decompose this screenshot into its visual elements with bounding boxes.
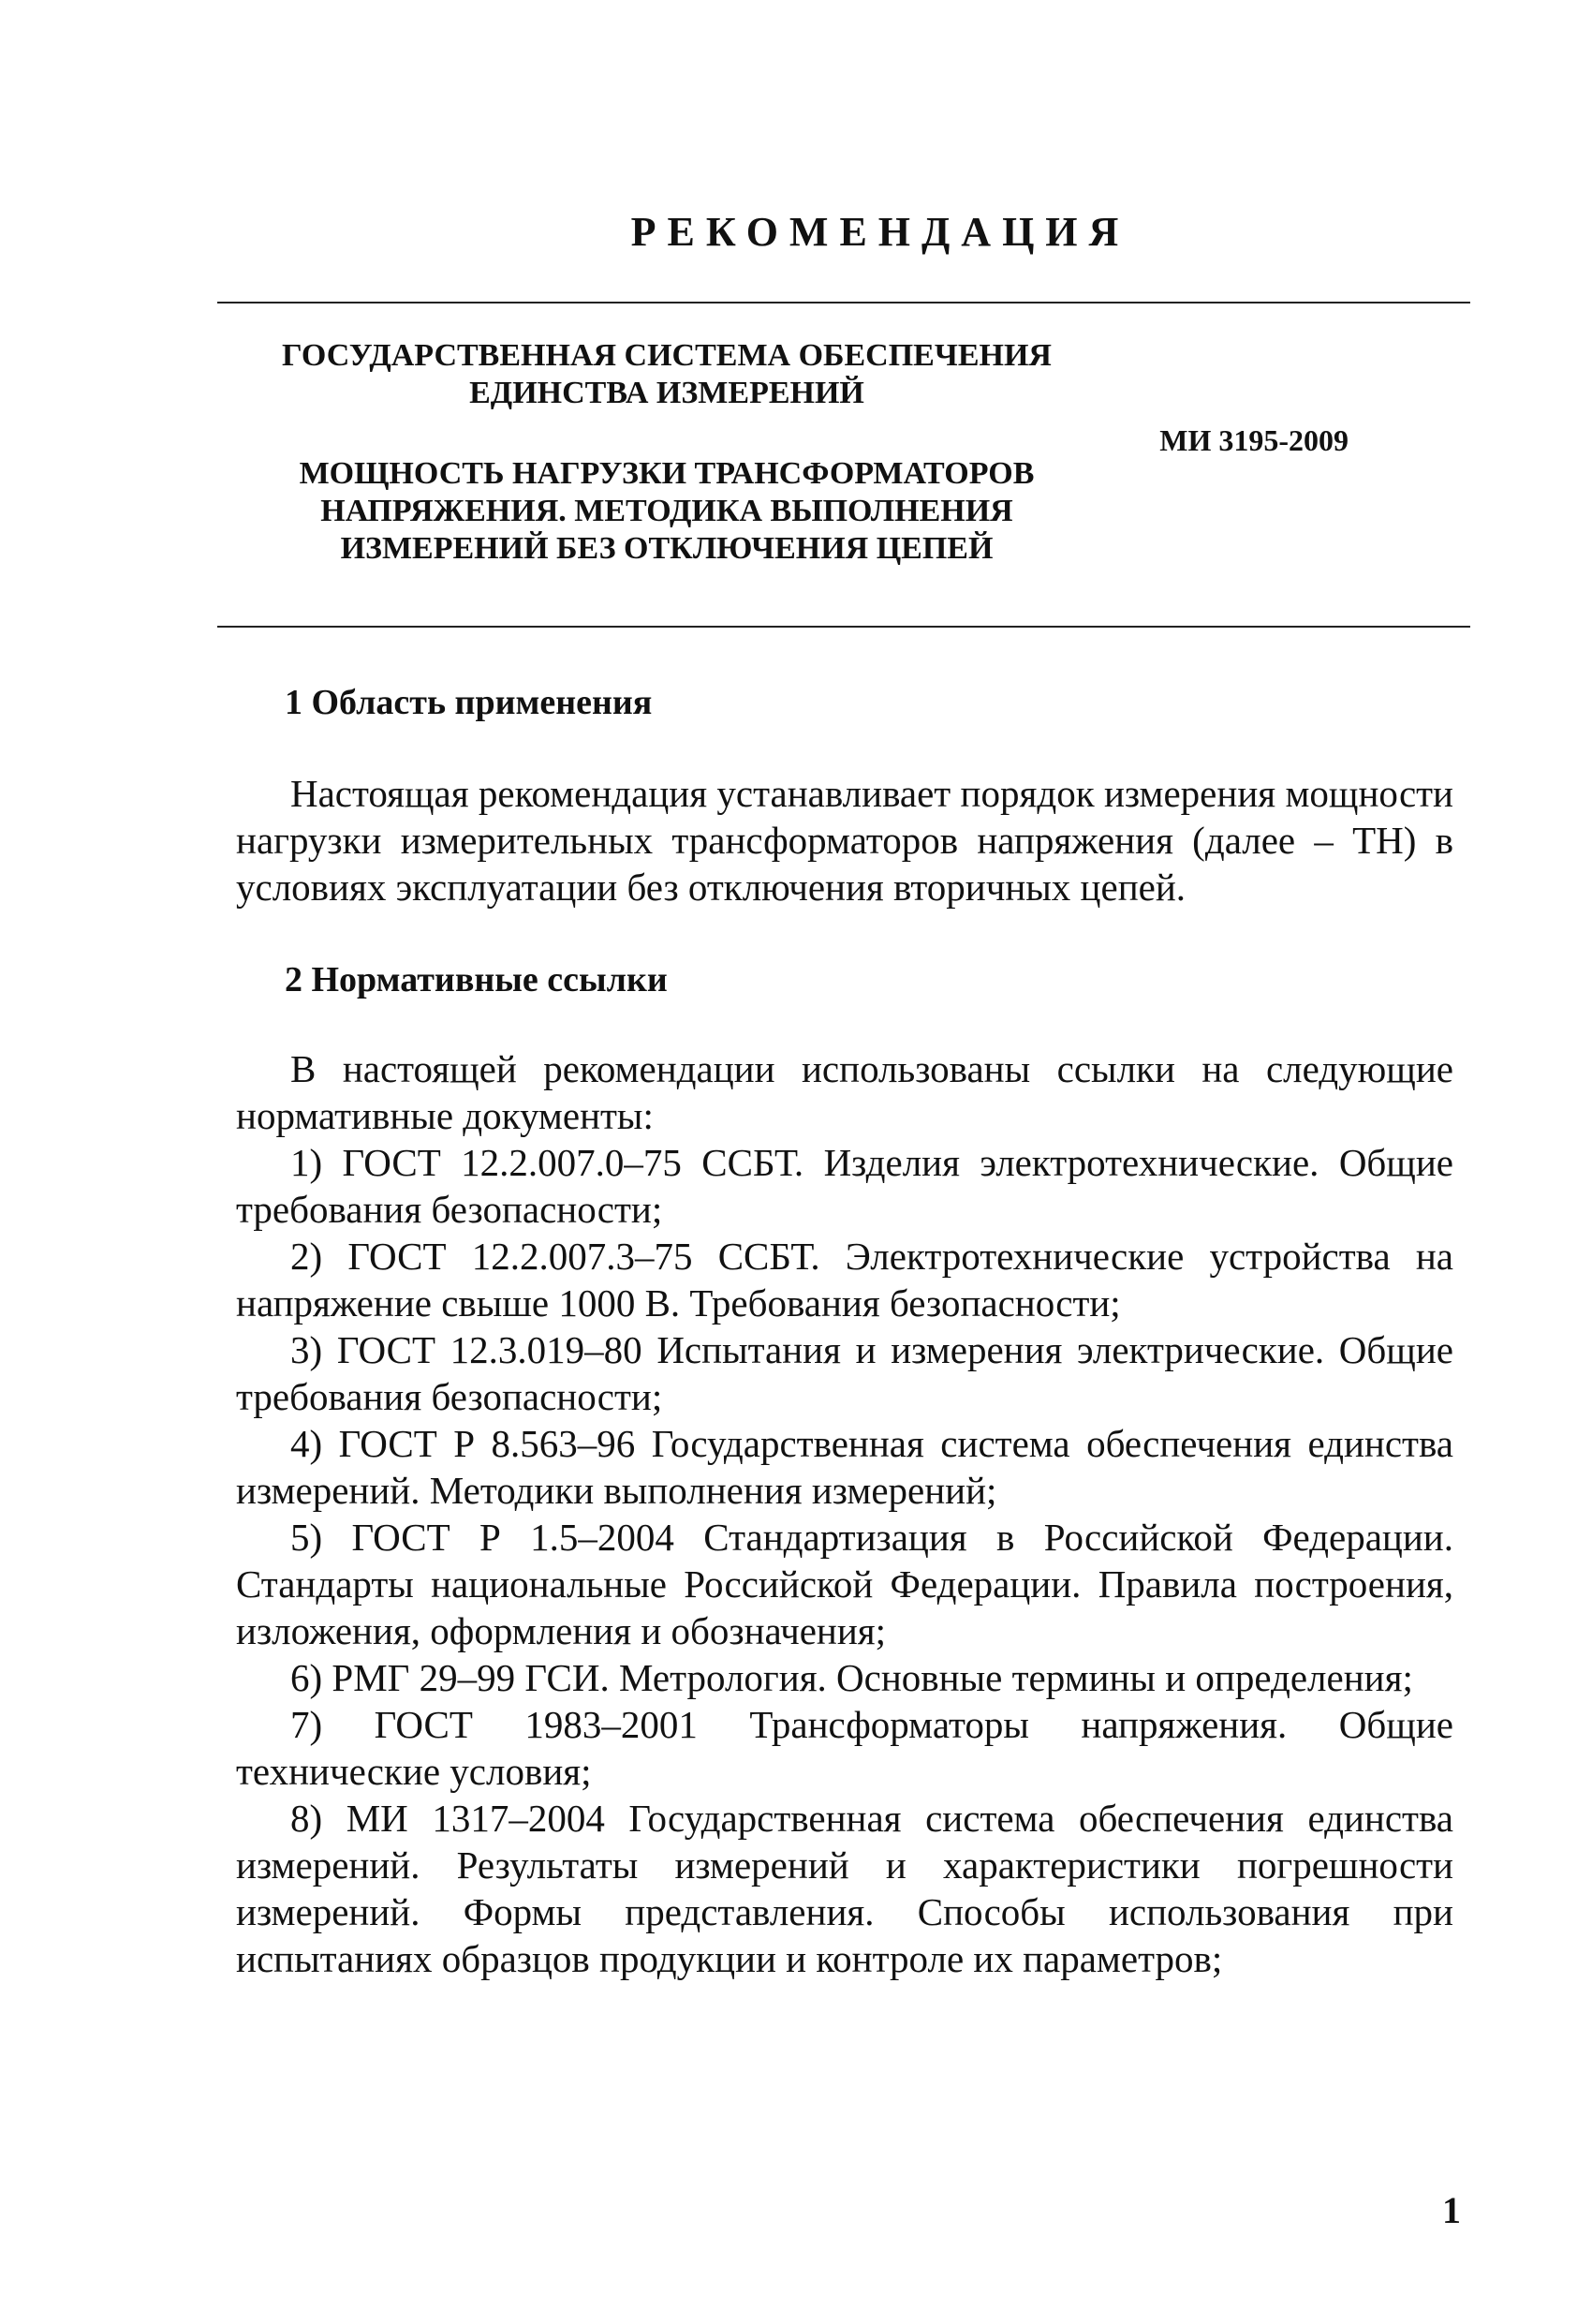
scope-paragraph (236, 770, 1453, 910)
reference-item: 8) МИ 1317–2004 Государственная система обеспечения единства измерений. Результаты измерений и характеристики погрешности измерений. Формы представления. Способы использования при испытаниях образцов продукции и контроле их параметров; (236, 1797, 1453, 1980)
reference-item: 5) ГОСТ Р 1.5–2004 Стандартизация в Российской Федерации. Стандарты национальные Российской Федерации. Правила построения, изложения, оформления и обозначения; (236, 1516, 1453, 1652)
reference-item: 7) ГОСТ 1983–2001 Трансформаторы напряжения. Общие технические условия; (236, 1703, 1453, 1793)
system-title: ГОСУДАРСТВЕННАЯ СИСТЕМА ОБЕСПЕЧЕНИЯ ЕДИНСТВА ИЗМЕРЕНИЙ (282, 338, 1052, 410)
section-heading-scope: 1 Область применения (285, 683, 653, 722)
document-designation: МИ 3195-2009 (1159, 423, 1349, 457)
reference-item: 4) ГОСТ Р 8.563–96 Государственная система обеспечения единства измерений. Методики выполнения измерений; (236, 1422, 1453, 1512)
references-intro: В настоящей рекомендации использованы ссылки на следующие нормативные документы: (236, 1047, 1453, 1137)
document-header (217, 337, 1470, 609)
header-bottom-rule (217, 626, 1470, 628)
reference-item: 2) ГОСТ 12.2.007.3–75 ССБТ. Электротехнические устройства на напряжение свыше 1000 В. Требования безопасности; (236, 1235, 1453, 1325)
header-titles (255, 337, 1079, 568)
references-intro-paragraph (236, 1045, 1453, 1139)
document-type: РЕКОМЕНДАЦИЯ (630, 209, 1130, 255)
references-list (236, 1139, 1453, 1982)
section-heading-references: 2 Нормативные ссылки (285, 960, 668, 999)
reference-item: 6) РМГ 29–99 ГСИ. Метрология. Основные термины и определения; (290, 1656, 1413, 1699)
header-top-rule (217, 302, 1470, 303)
document-title: МОЩНОСТЬ НАГРУЗКИ ТРАНСФОРМАТОРОВ НАПРЯЖЕНИЯ. МЕТОДИКА ВЫПОЛНЕНИЯ ИЗМЕРЕНИЙ БЕЗ ОТКЛЮЧЕНИЯ ЦЕПЕЙ (299, 456, 1035, 566)
page-number: 1 (1442, 2189, 1461, 2231)
scope-text: Настоящая рекомендация устанавливает порядок измерения мощности нагрузки измерительных трансформаторов напряжения (далее – ТН) в условиях эксплуатации без отключения вторичных цепей. (236, 772, 1453, 909)
reference-item: 1) ГОСТ 12.2.007.0–75 ССБТ. Изделия электротехнические. Общие требования безопасности; (236, 1141, 1453, 1231)
reference-item: 3) ГОСТ 12.3.019–80 Испытания и измерения электрические. Общие требования безопасности; (236, 1328, 1453, 1418)
